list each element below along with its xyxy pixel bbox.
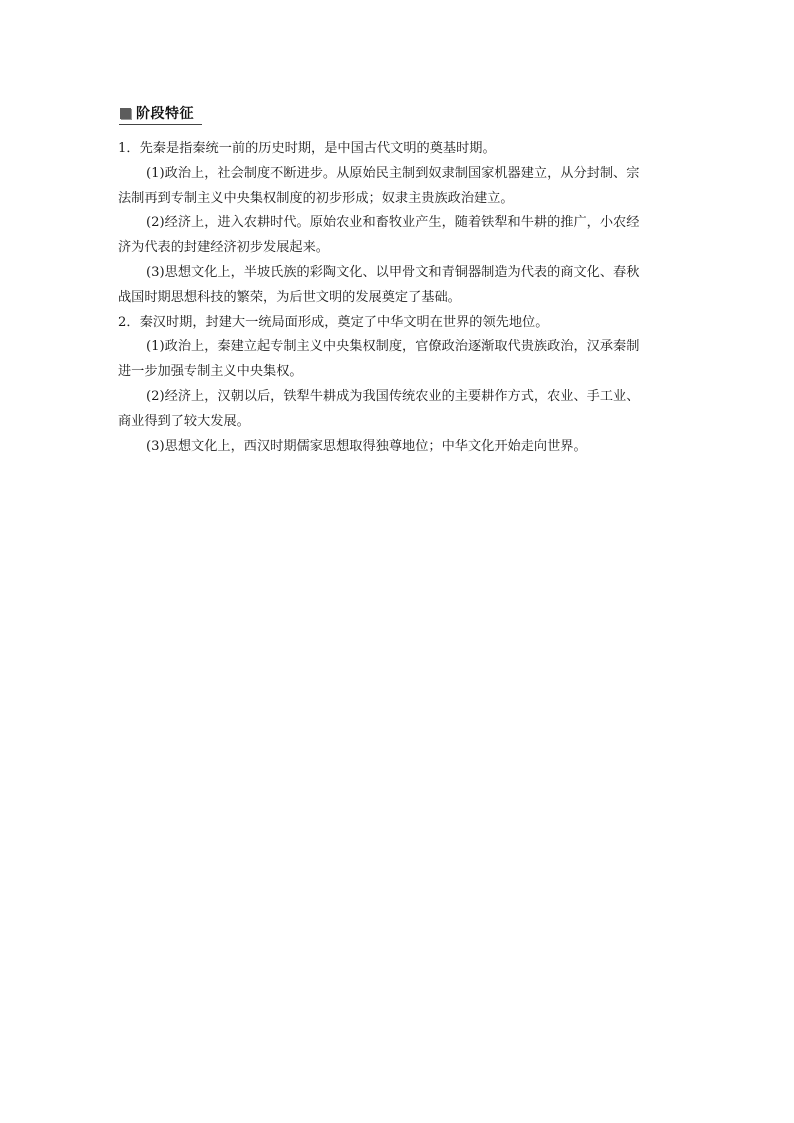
point-2-1-line-2: 进一步加强专制主义中央集权。 xyxy=(118,364,303,380)
point-2-2-line-2: 商业得到了较大发展。 xyxy=(118,413,250,429)
point-1-2-line-2: 济为代表的封建经济初步发展起来。 xyxy=(118,240,329,256)
section-header xyxy=(120,103,194,123)
point-1-3-line-1: (3)思想文化上，半坡氏族的彩陶文化、以甲骨文和青铜器制造为代表的商文化、春秋 xyxy=(146,264,640,280)
section-underline xyxy=(119,124,202,125)
point-2-2-line-1: (2)经济上，汉朝以后，铁犁牛耕成为我国传统农业的主要耕作方式，农业、手工业、 xyxy=(146,388,640,404)
square-bullet-icon xyxy=(120,108,131,119)
point-1-1-line-1: (1)政治上，社会制度不断进步。从原始民主制到奴隶制国家机器建立，从分封制、宗 xyxy=(146,165,640,181)
point-1-heading: 1．先秦是指秦统一前的历史时期，是中国古代文明的奠基时期。 xyxy=(118,141,496,156)
point-1-2-line-1: (2)经济上，进入农耕时代。原始农业和畜牧业产生，随着铁犁和牛耕的推广，小农经 xyxy=(146,215,640,231)
point-2-3-line-1: (3)思想文化上，西汉时期儒家思想取得独尊地位；中华文化开始走向世界。 xyxy=(146,438,587,454)
point-1-3-line-2: 战国时期思想科技的繁荣，为后世文明的发展奠定了基础。 xyxy=(118,289,461,305)
point-2-1-line-1: (1)政治上，秦建立起专制主义中央集权制度，官僚政治逐渐取代贵族政治，汉承秦制 xyxy=(146,339,640,355)
point-2-heading: 2．秦汉时期，封建大一统局面形成，奠定了中华文明在世界的领先地位。 xyxy=(118,314,549,330)
body-text xyxy=(118,137,678,459)
point-1-1-line-2: 法制再到专制主义中央集权制度的初步形成；奴隶主贵族政治建立。 xyxy=(118,190,514,206)
section-title: 阶段特征 xyxy=(136,106,194,122)
